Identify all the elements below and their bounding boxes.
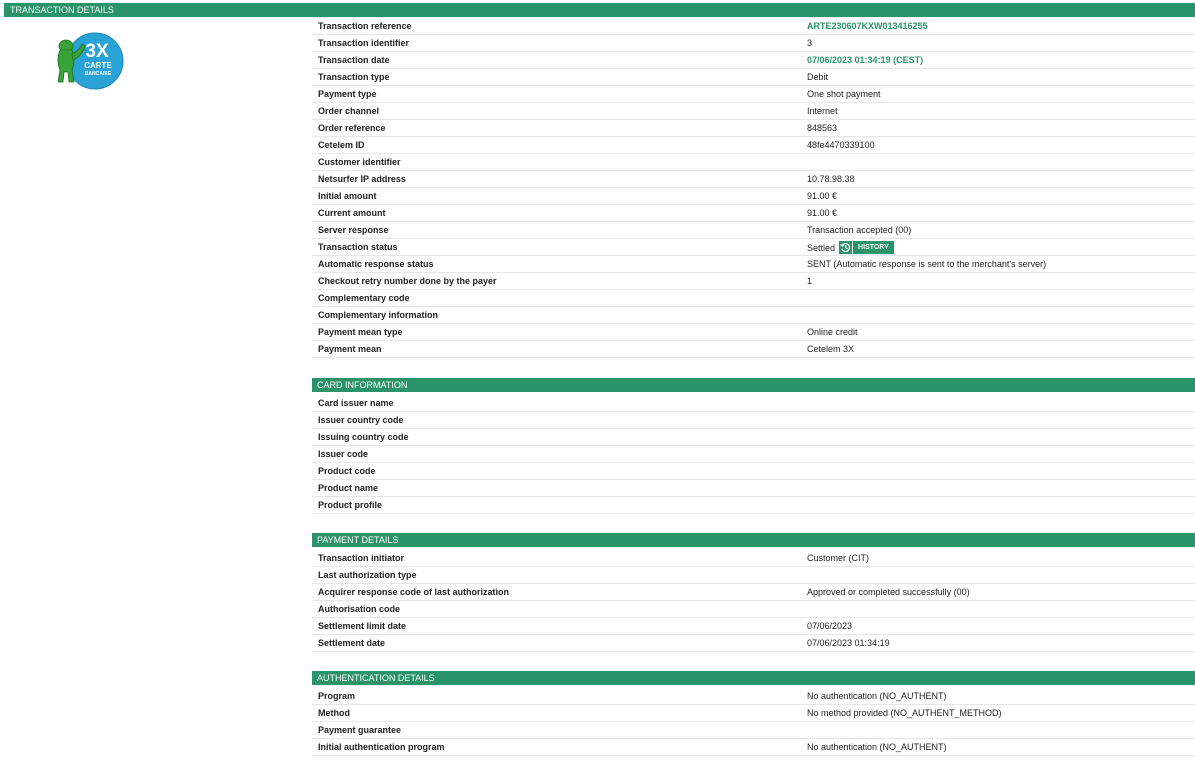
detail-label: Payment guarantee xyxy=(318,725,402,735)
detail-row-issuer-code xyxy=(312,446,1195,463)
card-information-table xyxy=(312,395,1195,514)
detail-label: Order channel xyxy=(318,106,380,116)
detail-label: Checkout retry number done by the payer xyxy=(318,276,497,286)
detail-label: Product profile xyxy=(318,500,383,510)
logo-main-text: 3X xyxy=(85,41,109,62)
detail-row-transaction-identifier xyxy=(312,35,1195,52)
detail-value: 07/06/2023 xyxy=(807,621,853,631)
detail-row-complementary-information xyxy=(312,307,1195,324)
detail-value: 07/06/2023 01:34:19 xyxy=(807,638,890,648)
authentication-details-header xyxy=(312,671,1195,685)
detail-row-issuing-country-code xyxy=(312,429,1195,446)
detail-value: Customer (CIT) xyxy=(807,553,870,563)
detail-label: Complementary information xyxy=(318,310,439,320)
detail-label: Issuer code xyxy=(318,449,369,459)
detail-label: Settlement limit date xyxy=(318,621,407,631)
detail-row-program xyxy=(312,688,1195,705)
detail-row-transaction-type xyxy=(312,69,1195,86)
detail-value: One shot payment xyxy=(807,89,881,99)
detail-row-order-reference xyxy=(312,120,1195,137)
detail-row-payment-mean xyxy=(312,341,1195,358)
detail-row-customer-identifier xyxy=(312,154,1195,171)
history-icon xyxy=(839,241,853,254)
detail-value: SENT (Automatic response is sent to the merchant's server) xyxy=(807,259,1047,269)
detail-label: Method xyxy=(318,708,350,718)
detail-label: Cetelem ID xyxy=(318,140,365,150)
detail-label: Transaction date xyxy=(318,55,390,65)
detail-row-transaction-reference xyxy=(312,18,1195,35)
detail-label: Product code xyxy=(318,466,376,476)
detail-row-card-issuer-name xyxy=(312,395,1195,412)
card-information-title: CARD INFORMATION xyxy=(317,380,408,390)
detail-label: Customer identifier xyxy=(318,157,401,167)
detail-label: Card issuer name xyxy=(318,398,394,408)
authentication-details-title: AUTHENTICATION DETAILS xyxy=(317,673,435,683)
detail-row-payment-mean-type xyxy=(312,324,1195,341)
detail-label: Complementary code xyxy=(318,293,410,303)
detail-row-product-profile xyxy=(312,497,1195,514)
detail-row-acquirer-response-code-of-last-authorization xyxy=(312,584,1195,601)
detail-row-payment-guarantee xyxy=(312,722,1195,739)
authentication-details-table xyxy=(312,688,1195,756)
detail-value: Debit xyxy=(807,72,829,82)
detail-label: Last authorization type xyxy=(318,570,417,580)
detail-label: Product name xyxy=(318,483,379,493)
detail-value: Internet xyxy=(807,106,838,116)
detail-row-automatic-response-status xyxy=(312,256,1195,273)
card-information-header xyxy=(312,378,1195,392)
detail-row-payment-type xyxy=(312,86,1195,103)
logo-line2-text: BANCAIRE xyxy=(84,71,112,77)
detail-row-checkout-retry-number-done-by-the-payer xyxy=(312,273,1195,290)
detail-row-initial-authentication-program xyxy=(312,739,1195,756)
detail-row-product-name xyxy=(312,480,1195,497)
history-button[interactable] xyxy=(839,241,894,254)
history-button-label: HISTORY xyxy=(858,244,889,251)
detail-row-last-authorization-type xyxy=(312,567,1195,584)
detail-value: 848563 xyxy=(807,123,838,133)
cetelem-3x-carte-bancaire-logo xyxy=(52,30,127,92)
detail-label: Initial authentication program xyxy=(318,742,445,752)
detail-value: 91.00 € xyxy=(807,191,838,201)
detail-label: Current amount xyxy=(318,208,386,218)
detail-label: Program xyxy=(318,691,356,701)
detail-label: Order reference xyxy=(318,123,386,133)
detail-value: 1 xyxy=(807,276,813,286)
detail-row-settlement-date xyxy=(312,635,1195,652)
detail-row-order-channel xyxy=(312,103,1195,120)
detail-value: No authentication (NO_AUTHENT) xyxy=(807,742,947,752)
detail-label: Transaction identifier xyxy=(318,38,410,48)
detail-label: Server response xyxy=(318,225,389,235)
detail-row-complementary-code xyxy=(312,290,1195,307)
detail-label: Automatic response status xyxy=(318,259,434,269)
detail-label: Payment mean xyxy=(318,344,382,354)
detail-label: Issuer country code xyxy=(318,415,404,425)
payment-details-header xyxy=(312,533,1195,547)
detail-value: Online credit xyxy=(807,327,858,337)
detail-value: No method provided (NO_AUTHENT_METHOD) xyxy=(807,708,1002,718)
detail-row-issuer-country-code xyxy=(312,412,1195,429)
detail-label: Transaction type xyxy=(318,72,390,82)
detail-value: Approved or completed successfully (00) xyxy=(807,587,970,597)
detail-row-transaction-date xyxy=(312,52,1195,69)
detail-value-group xyxy=(807,239,894,256)
detail-value: No authentication (NO_AUTHENT) xyxy=(807,691,947,701)
detail-label: Transaction status xyxy=(318,242,398,252)
detail-value: 10.78.98.38 xyxy=(807,174,855,184)
detail-value: 07/06/2023 01:34:19 (CEST) xyxy=(807,55,924,65)
detail-label: Payment mean type xyxy=(318,327,403,337)
detail-label: Payment type xyxy=(318,89,377,99)
detail-value: Cetelem 3X xyxy=(807,344,855,354)
detail-value: 48fe4470339100 xyxy=(807,140,875,150)
detail-label: Authorisation code xyxy=(318,604,401,614)
detail-row-authorisation-code xyxy=(312,601,1195,618)
detail-value: 91.00 € xyxy=(807,208,838,218)
detail-label: Acquirer response code of last authorization xyxy=(318,587,510,597)
detail-row-transaction-initiator xyxy=(312,550,1195,567)
detail-row-initial-amount xyxy=(312,188,1195,205)
detail-value: Transaction accepted (00) xyxy=(807,225,912,235)
detail-value: Settled xyxy=(807,242,836,253)
detail-row-current-amount xyxy=(312,205,1195,222)
detail-row-transaction-status xyxy=(312,239,1195,256)
detail-label: Transaction initiator xyxy=(318,553,405,563)
detail-row-method xyxy=(312,705,1195,722)
detail-label: Settlement date xyxy=(318,638,386,648)
transaction-details-table xyxy=(312,18,1195,358)
transaction-details-title: TRANSACTION DETAILS xyxy=(10,5,114,15)
detail-row-product-code xyxy=(312,463,1195,480)
detail-label: Initial amount xyxy=(318,191,377,201)
detail-label: Issuing country code xyxy=(318,432,409,442)
detail-value: 3 xyxy=(807,38,813,48)
detail-row-server-response xyxy=(312,222,1195,239)
detail-label: Netsurfer IP address xyxy=(318,174,406,184)
payment-details-title: PAYMENT DETAILS xyxy=(317,535,399,545)
detail-label: Transaction reference xyxy=(318,21,412,31)
payment-details-table xyxy=(312,550,1195,652)
detail-row-netsurfer-ip-address xyxy=(312,171,1195,188)
detail-value: ARTE230607KXW013416255 xyxy=(807,21,928,31)
detail-row-settlement-limit-date xyxy=(312,618,1195,635)
logo-line1-text: CARTE xyxy=(84,61,112,70)
transaction-details-header xyxy=(4,3,1195,17)
detail-row-cetelem-id xyxy=(312,137,1195,154)
